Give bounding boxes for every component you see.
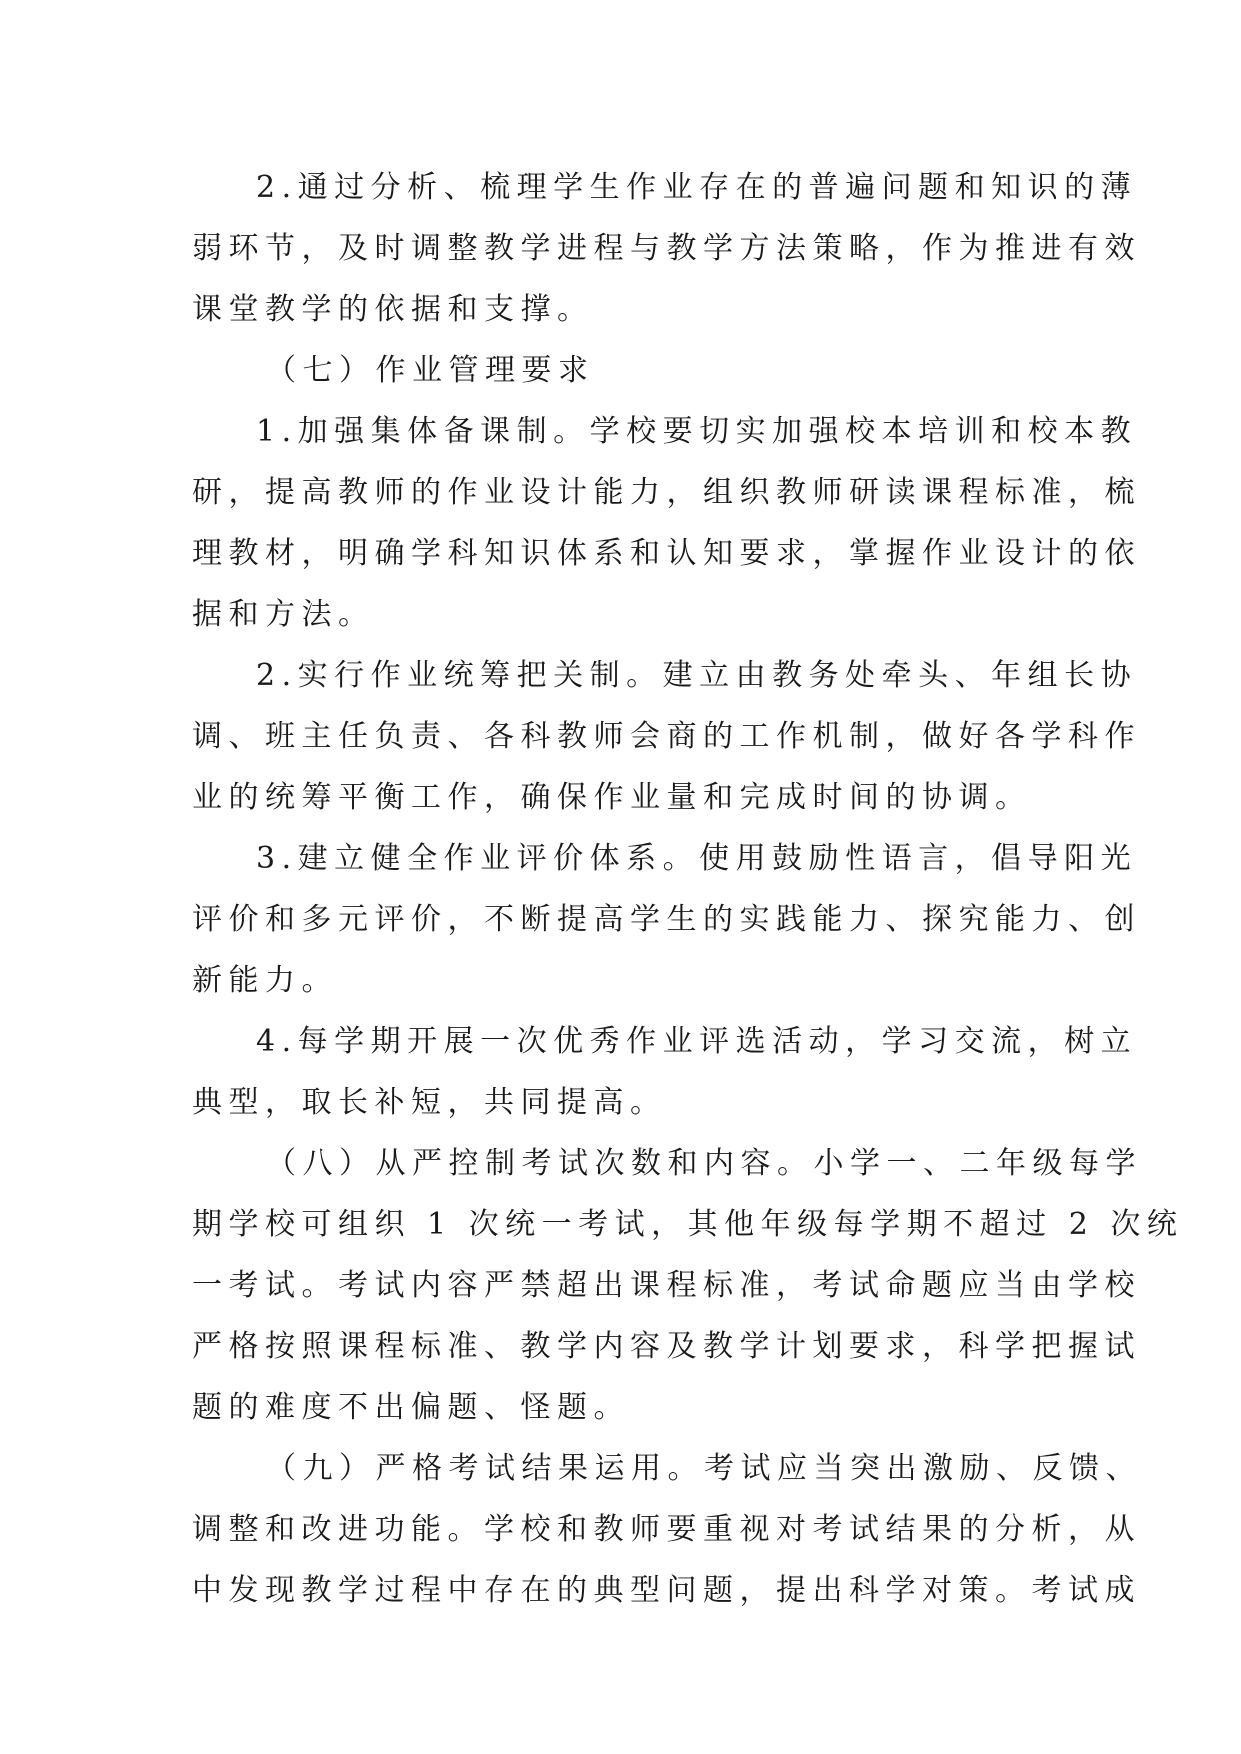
text-line: 1.加强集体备课制。学校要切实加强校本培训和校本教 [256, 414, 1138, 449]
text-line: 3.建立健全作业评价体系。使用鼓励性语言，倡导阳光 [256, 841, 1138, 876]
paragraph-section-9 [192, 1438, 1142, 1621]
text-line: 课堂教学的依据和支撑。 [192, 292, 594, 327]
paragraph-mgmt-4 [192, 1011, 1138, 1133]
text-line: 研，提高教师的作业设计能力，组织教师研读课程标准，梳 [192, 475, 1141, 510]
paragraph-mgmt-2 [192, 645, 1141, 828]
heading-line: （七）作业管理要求 [266, 353, 595, 388]
text-line: 题的难度不出偏题、怪题。 [192, 1390, 630, 1425]
text-line: 严格按照课程标准、教学内容及教学计划要求，科学把握试 [192, 1329, 1141, 1364]
section-heading-7 [192, 340, 1072, 401]
text-line: 期学校可组织 1 次统一考试，其他年级每学期不超过 2 次统 [192, 1207, 1184, 1242]
text-line: 4.每学期开展一次优秀作业评选活动，学习交流，树立 [256, 1024, 1138, 1059]
text-line: 业的统筹平衡工作，确保作业量和完成时间的协调。 [192, 780, 1032, 815]
paragraph-mgmt-1 [192, 401, 1141, 645]
text-line: 典型，取长补短，共同提高。 [192, 1085, 667, 1120]
text-line: 据和方法。 [192, 597, 375, 632]
text-line: 2.通过分析、梳理学生作业存在的普遍问题和知识的薄 [256, 170, 1138, 205]
text-line: 理教材，明确学科知识体系和认知要求，掌握作业设计的依 [192, 536, 1141, 571]
text-line: 弱环节，及时调整教学进程与教学方法策略，作为推进有效 [192, 231, 1141, 266]
text-line: （九）严格考试结果运用。考试应当突出激励、反馈、 [266, 1451, 1142, 1486]
document-body [192, 157, 1184, 1621]
text-line: （八）从严控制考试次数和内容。小学一、二年级每学 [266, 1146, 1142, 1181]
text-line: 评价和多元评价，不断提高学生的实践能力、探究能力、创 [192, 902, 1141, 937]
text-line: 2.实行作业统筹把关制。建立由教务处牵头、年组长协 [256, 658, 1138, 693]
paragraph-analysis-2 [192, 157, 1141, 340]
text-line: 调整和改进功能。学校和教师要重视对考试结果的分析，从 [192, 1512, 1141, 1547]
text-line: 新能力。 [192, 963, 338, 998]
text-line: 调、班主任负责、各科教师会商的工作机制，做好各学科作 [192, 719, 1141, 754]
text-line: 中发现教学过程中存在的典型问题，提出科学对策。考试成 [192, 1573, 1141, 1608]
text-line: 一考试。考试内容严禁超出课程标准，考试命题应当由学校 [192, 1268, 1141, 1303]
paragraph-mgmt-3 [192, 828, 1141, 1011]
paragraph-section-8 [192, 1133, 1184, 1438]
